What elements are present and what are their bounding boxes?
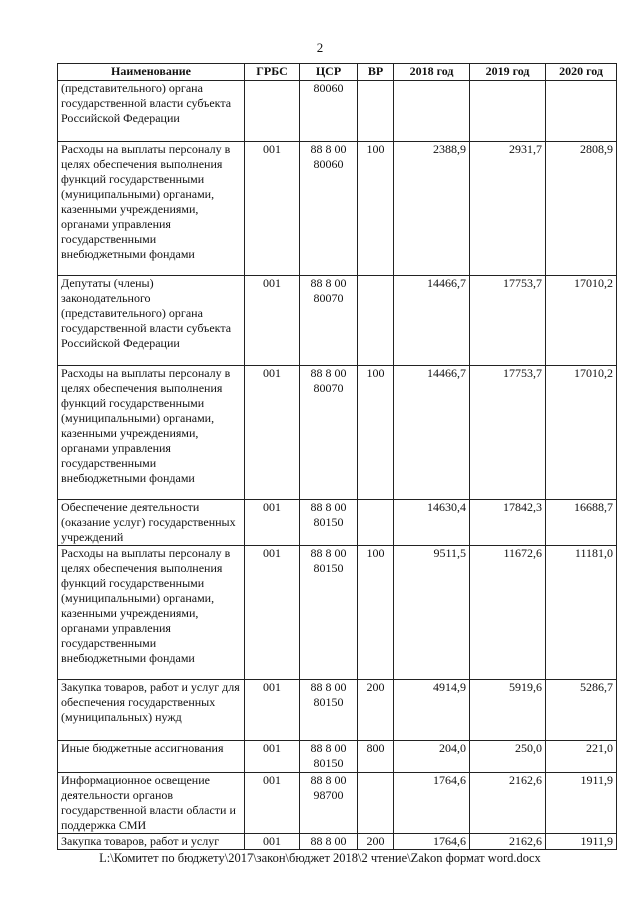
row-2020: 1911,9	[546, 834, 617, 850]
row-2019: 2931,7	[470, 142, 546, 276]
row-grbs: 001	[245, 741, 300, 773]
row-name: Обеспечение деятельности (оказание услуг) государственных учреждений	[58, 500, 245, 546]
row-vr	[358, 81, 394, 142]
row-csr-line1: 80060	[313, 81, 344, 95]
row-vr: 100	[358, 142, 394, 276]
row-2019: 17842,3	[470, 500, 546, 546]
table-row	[58, 834, 617, 850]
row-grbs: 001	[245, 276, 300, 366]
row-2019: 250,0	[470, 741, 546, 773]
footer-file-path: L:\Комитет по бюджету\2017\закон\бюджет 2018\2 чтение\Zakon формат word.docx	[99, 851, 541, 865]
row-name: Иные бюджетные ассигнования	[58, 741, 245, 773]
row-name: Расходы на выплаты персоналу в целях обеспечения выполнения функций государственными (муниципальными) органами, казенными учреждениями, органами управления государственными внебюджетными фондами	[58, 366, 245, 500]
header-csr: ЦСР	[300, 64, 358, 81]
row-csr-line1: 88 8 00	[310, 500, 347, 514]
table-row	[58, 741, 617, 773]
row-csr-line2: 98700	[313, 788, 344, 802]
row-csr	[300, 276, 358, 366]
row-csr-line2: 80150	[313, 515, 344, 529]
table-row	[58, 773, 617, 834]
row-csr-line2: 80150	[313, 561, 344, 575]
row-name: Информационное освещение деятельности органов государственной власти области и поддержка СМИ	[58, 773, 245, 834]
row-csr-line2: 80070	[313, 291, 344, 305]
row-grbs: 001	[245, 834, 300, 850]
header-2020: 2020 год	[546, 64, 617, 81]
table-row	[58, 546, 617, 680]
row-name: (представительного) органа государственной власти субъекта Российской Федерации	[58, 81, 245, 142]
row-name: Закупка товаров, работ и услуг для обеспечения государственных (муниципальных) нужд	[58, 680, 245, 741]
row-2019: 2162,6	[470, 834, 546, 850]
row-2018: 1764,6	[394, 773, 470, 834]
row-vr	[358, 773, 394, 834]
row-grbs: 001	[245, 680, 300, 741]
row-2018: 1764,6	[394, 834, 470, 850]
row-2020: 11181,0	[546, 546, 617, 680]
row-csr	[300, 142, 358, 276]
row-grbs: 001	[245, 773, 300, 834]
table-header-row	[58, 64, 617, 81]
row-2019: 11672,6	[470, 546, 546, 680]
row-2018: 4914,9	[394, 680, 470, 741]
row-2020: 2808,9	[546, 142, 617, 276]
header-2019: 2019 год	[470, 64, 546, 81]
row-2020: 16688,7	[546, 500, 617, 546]
table-row	[58, 142, 617, 276]
row-vr: 200	[358, 680, 394, 741]
row-csr-line1: 88 8 00	[310, 546, 347, 560]
row-2018	[394, 81, 470, 142]
page-number: 2	[316, 40, 324, 55]
row-2019: 5919,6	[470, 680, 546, 741]
row-csr	[300, 546, 358, 680]
row-2019: 17753,7	[470, 366, 546, 500]
row-vr: 200	[358, 834, 394, 850]
row-name: Закупка товаров, работ и услуг	[58, 834, 245, 850]
row-csr	[300, 81, 358, 142]
row-2020: 221,0	[546, 741, 617, 773]
row-csr-line2: 80070	[313, 381, 344, 395]
row-vr: 100	[358, 366, 394, 500]
row-name: Депутаты (члены) законодательного (представительного) органа государственной власти субъекта Российской Федерации	[58, 276, 245, 366]
row-vr	[358, 500, 394, 546]
row-csr	[300, 680, 358, 741]
row-2020: 17010,2	[546, 366, 617, 500]
row-2018: 2388,9	[394, 142, 470, 276]
row-csr-line1: 88 8 00	[310, 142, 347, 156]
row-csr	[300, 500, 358, 546]
row-grbs: 001	[245, 142, 300, 276]
row-2019: 17753,7	[470, 276, 546, 366]
row-csr-line1: 88 8 00	[310, 680, 347, 694]
row-2020: 5286,7	[546, 680, 617, 741]
row-csr-line2: 80150	[313, 695, 344, 709]
row-csr	[300, 773, 358, 834]
row-grbs: 001	[245, 500, 300, 546]
row-name: Расходы на выплаты персоналу в целях обеспечения выполнения функций государственными (муниципальными) органами, казенными учреждениями, органами управления государственными внебюджетными фондами	[58, 546, 245, 680]
header-name: Наименование	[58, 64, 245, 81]
row-csr-line1: 88 8 00	[310, 366, 347, 380]
row-2018: 14630,4	[394, 500, 470, 546]
table-row	[58, 81, 617, 142]
row-2019	[470, 81, 546, 142]
row-2019: 2162,6	[470, 773, 546, 834]
row-csr-line1: 88 8 00	[310, 276, 347, 290]
row-csr-line1: 88 8 00	[310, 834, 347, 848]
row-grbs	[245, 81, 300, 142]
table-row	[58, 366, 617, 500]
row-2020	[546, 81, 617, 142]
row-2018: 9511,5	[394, 546, 470, 680]
table-row	[58, 276, 617, 366]
row-csr-line1: 88 8 00	[310, 773, 347, 787]
row-csr-line2: 80060	[313, 157, 344, 171]
row-csr	[300, 834, 358, 850]
row-csr	[300, 366, 358, 500]
row-grbs: 001	[245, 366, 300, 500]
row-2020: 17010,2	[546, 276, 617, 366]
row-vr: 100	[358, 546, 394, 680]
row-csr-line1: 88 8 00	[310, 741, 347, 755]
header-vr: ВР	[358, 64, 394, 81]
row-name: Расходы на выплаты персоналу в целях обеспечения выполнения функций государственными (муниципальными) органами, казенными учреждениями, органами управления государственными внебюджетными фондами	[58, 142, 245, 276]
row-grbs: 001	[245, 546, 300, 680]
header-grbs: ГРБС	[245, 64, 300, 81]
row-vr	[358, 276, 394, 366]
table-row	[58, 680, 617, 741]
row-2020: 1911,9	[546, 773, 617, 834]
row-2018: 14466,7	[394, 366, 470, 500]
row-2018: 14466,7	[394, 276, 470, 366]
row-csr-line2: 80150	[313, 756, 344, 770]
budget-table	[57, 63, 617, 850]
row-vr: 800	[358, 741, 394, 773]
row-2018: 204,0	[394, 741, 470, 773]
table-row	[58, 500, 617, 546]
row-csr	[300, 741, 358, 773]
header-2018: 2018 год	[394, 64, 470, 81]
